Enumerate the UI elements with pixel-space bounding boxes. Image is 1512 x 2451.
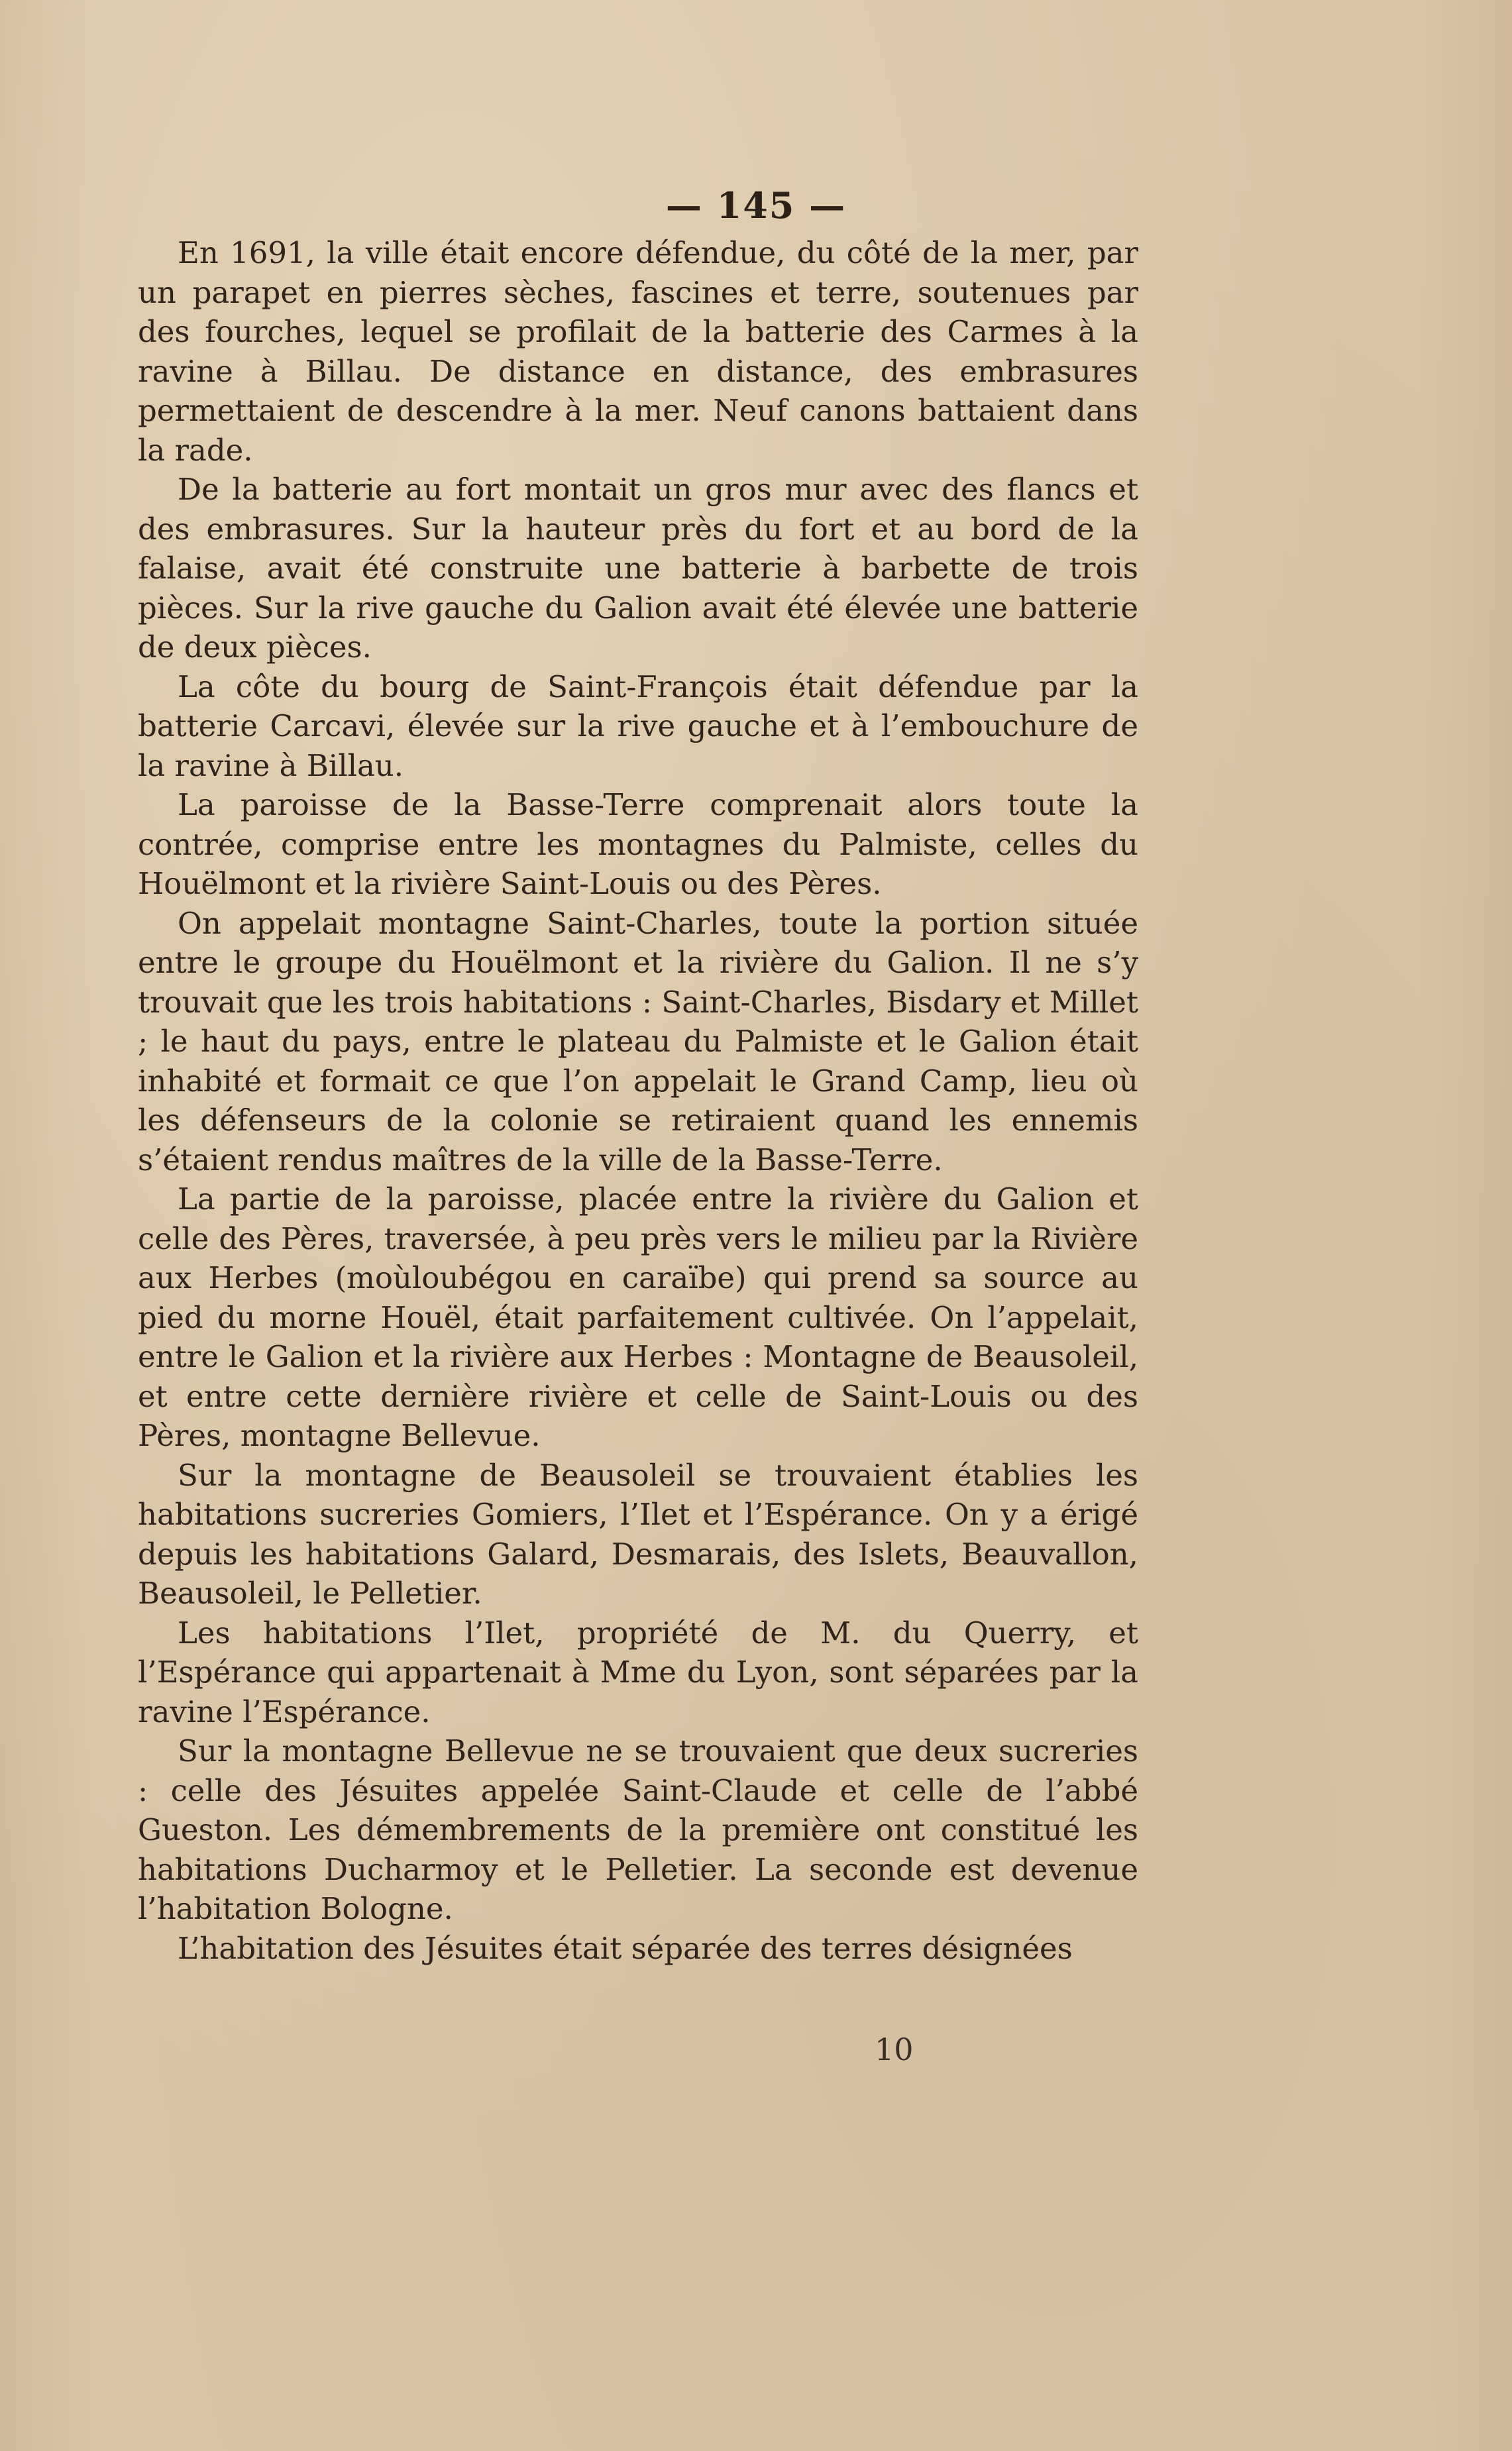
paragraph-2: De la batterie au fort montait un gros mur avec des flancs et des embrasures. Sur la hauteur près du fort et au bord de la falaise, avait été construite une batterie à barbette de trois pièces. Sur la rive gauche du Galion avait été élevée une batterie de deux pièces.: [138, 472, 1138, 665]
paragraph-3: La côte du bourg de Saint-François était défendue par la batterie Carcavi, élevée sur la rive gauche et à l’embouchure de la ravine à Billau.: [138, 669, 1138, 783]
body-text: [138, 233, 1138, 1968]
paragraph-7: Sur la montagne de Beausoleil se trouvaient établies les habitations sucreries Gomiers, l’Ilet et l’Espérance. On y a érigé depuis les habitations Galard, Desmarais, des Islets, Beauvallon, Beausoleil, le Pelletier.: [138, 1457, 1138, 1611]
paragraph-9: Sur la montagne Bellevue ne se trouvaient que deux sucreries : celle des Jésuites appelée Saint-Claude et celle de l’abbé Gueston. Les démembrements de la première ont constitué les habitations Ducharmoy et le Pelletier. La seconde est devenue l’habitation Bologne.: [138, 1733, 1138, 1926]
page-number: — 145 —: [665, 184, 847, 227]
signature-mark: 10: [875, 2032, 914, 2067]
paragraph-5: On appelait montagne Saint-Charles, toute la portion située entre le groupe du Houëlmont et la rivière du Galion. Il ne s’y trouvait que les trois habitations : Saint-Charles, Bisdary et Millet ; le haut du pays, entre le plateau du Palmiste et le Galion était inhabité et formait ce que l’on appelait le Grand Camp, lieu où les défenseurs de la colonie se retiraient quand les ennemis s’étaient rendus maîtres de la ville de la Basse-Terre.: [138, 905, 1138, 1177]
paragraph-4: La paroisse de la Basse-Terre comprenait alors toute la contrée, comprise entre les montagnes du Palmiste, celles du Houëlmont et la rivière Saint-Louis ou des Pères.: [138, 787, 1138, 901]
paragraph-1: En 1691, la ville était encore défendue, du côté de la mer, par un parapet en pierres sèches, fascines et terre, soutenues par des fourches, lequel se profilait de la batterie des Carmes à la ravine à Billau. De distance en distance, des embrasures permettaient de descendre à la mer. Neuf canons battaient dans la rade.: [138, 235, 1138, 468]
paragraph-10: L’habitation des Jésuites était séparée des terres désignées: [178, 1930, 1073, 1966]
paragraph-8: Les habitations l’Ilet, propriété de M. du Querry, et l’Espérance qui appartenait à Mme du Lyon, sont séparées par la ravine l’Espérance.: [138, 1615, 1138, 1729]
paragraph-6: La partie de la paroisse, placée entre la rivière du Galion et celle des Pères, traversée, à peu près vers le milieu par la Rivière aux Herbes (moùloubégou en caraïbe) qui prend sa source au pied du morne Houël, était parfaitement cultivée. On l’appelait, entre le Galion et la rivière aux Herbes : Montagne de Beausoleil, et entre cette dernière rivière et celle de Saint-Louis ou des Pères, montagne Bellevue.: [138, 1181, 1138, 1453]
